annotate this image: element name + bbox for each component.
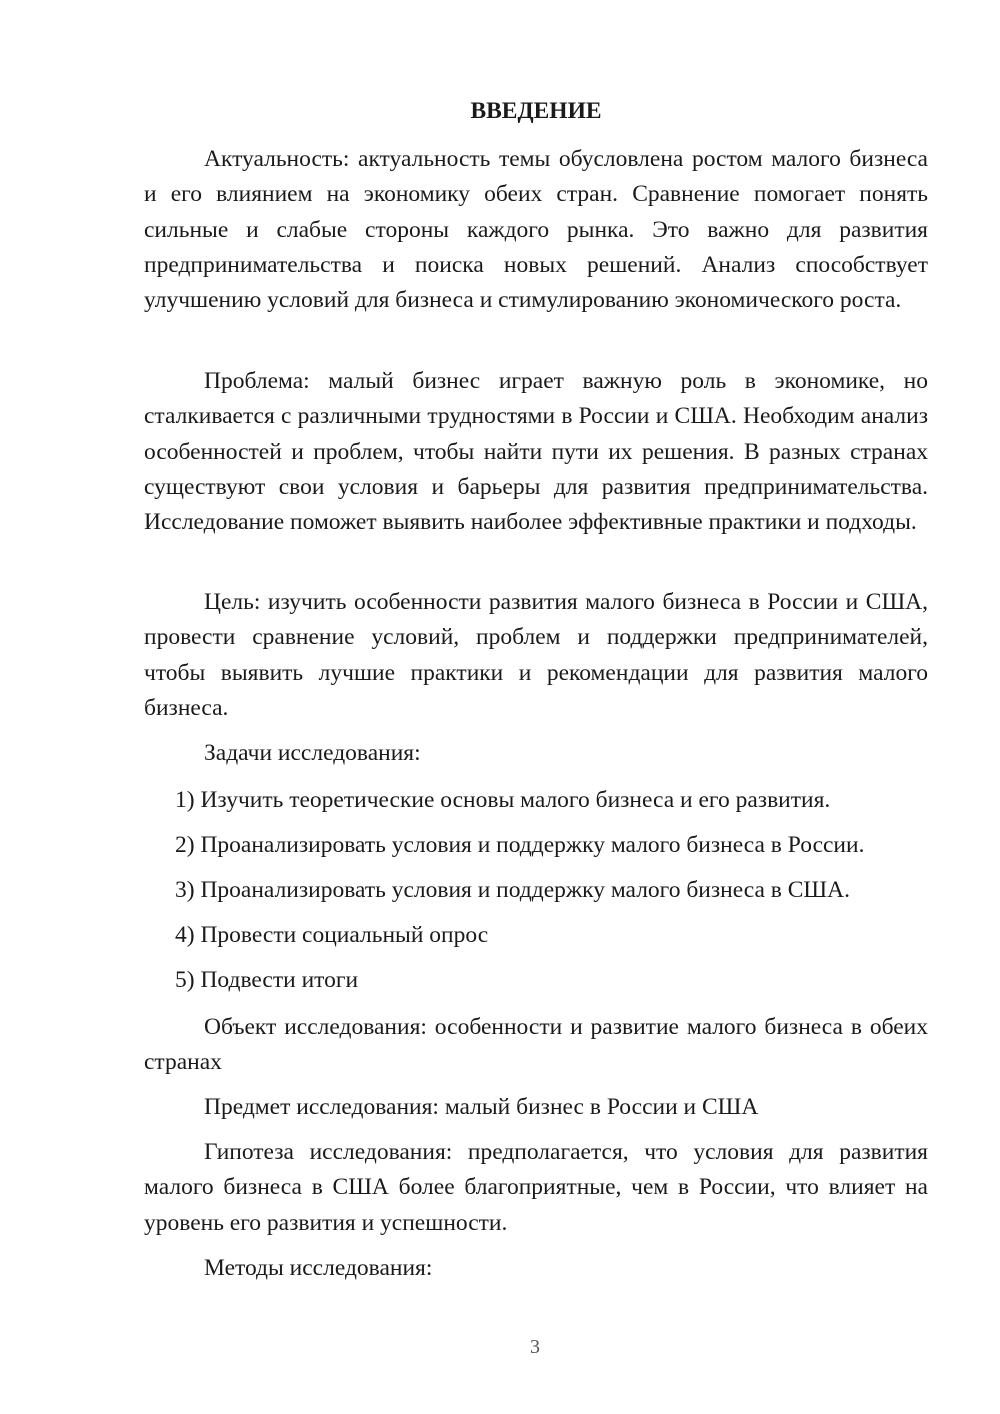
page-title: ВВЕДЕНИЕ — [470, 98, 602, 124]
paragraph-goal: Цель: изучить особенности развития малого бизнеса в России и США, провести сравнение условий, проблем и поддержки предпринимателей, чтобы выявить лучшие практики и рекомендации для развития малого бизнеса. — [144, 589, 928, 721]
task-item-5: 5) Подвести итоги — [175, 967, 359, 993]
task-item-3: 3) Проанализировать условия и поддержку малого бизнеса в США. — [175, 877, 850, 903]
paragraph-problem: Проблема: малый бизнес играет важную роль в экономике, но сталкивается с различными трудностями в России и США. Необходим анализ особенностей и проблем, чтобы найти пути их решения. В разных странах существуют свои условия и барьеры для развития предпринимательства. Исследование поможет выявить наиболее эффективные практики и подходы. — [144, 368, 928, 536]
paragraph-object: Объект исследования: особенности и развитие малого бизнеса в обеих странах — [144, 1014, 928, 1076]
methods-heading: Методы исследования: — [204, 1255, 433, 1281]
task-item-4: 4) Провести социальный опрос — [175, 922, 489, 948]
page-number: 3 — [530, 1336, 540, 1358]
tasks-heading: Задачи исследования: — [204, 740, 421, 766]
paragraph-subject: Предмет исследования: малый бизнес в России и США — [204, 1094, 759, 1120]
task-item-2: 2) Проанализировать условия и поддержку малого бизнеса в России. — [175, 832, 865, 858]
paragraph-relevance: Актуальность: актуальность темы обусловлена ростом малого бизнеса и его влиянием на экономику обеих стран. Сравнение помогает понять сильные и слабые стороны каждого рынка. Это важно для развития предпринимательства и поиска новых решений. Анализ способствует улучшению условий для бизнеса и стимулированию экономического роста. — [144, 146, 928, 314]
paragraph-hypothesis: Гипотеза исследования: предполагается, что условия для развития малого бизнеса в США более благоприятные, чем в России, что влияет на уровень его развития и успешности. — [144, 1139, 928, 1236]
task-item-1: 1) Изучить теоретические основы малого бизнеса и его развития. — [175, 787, 831, 813]
